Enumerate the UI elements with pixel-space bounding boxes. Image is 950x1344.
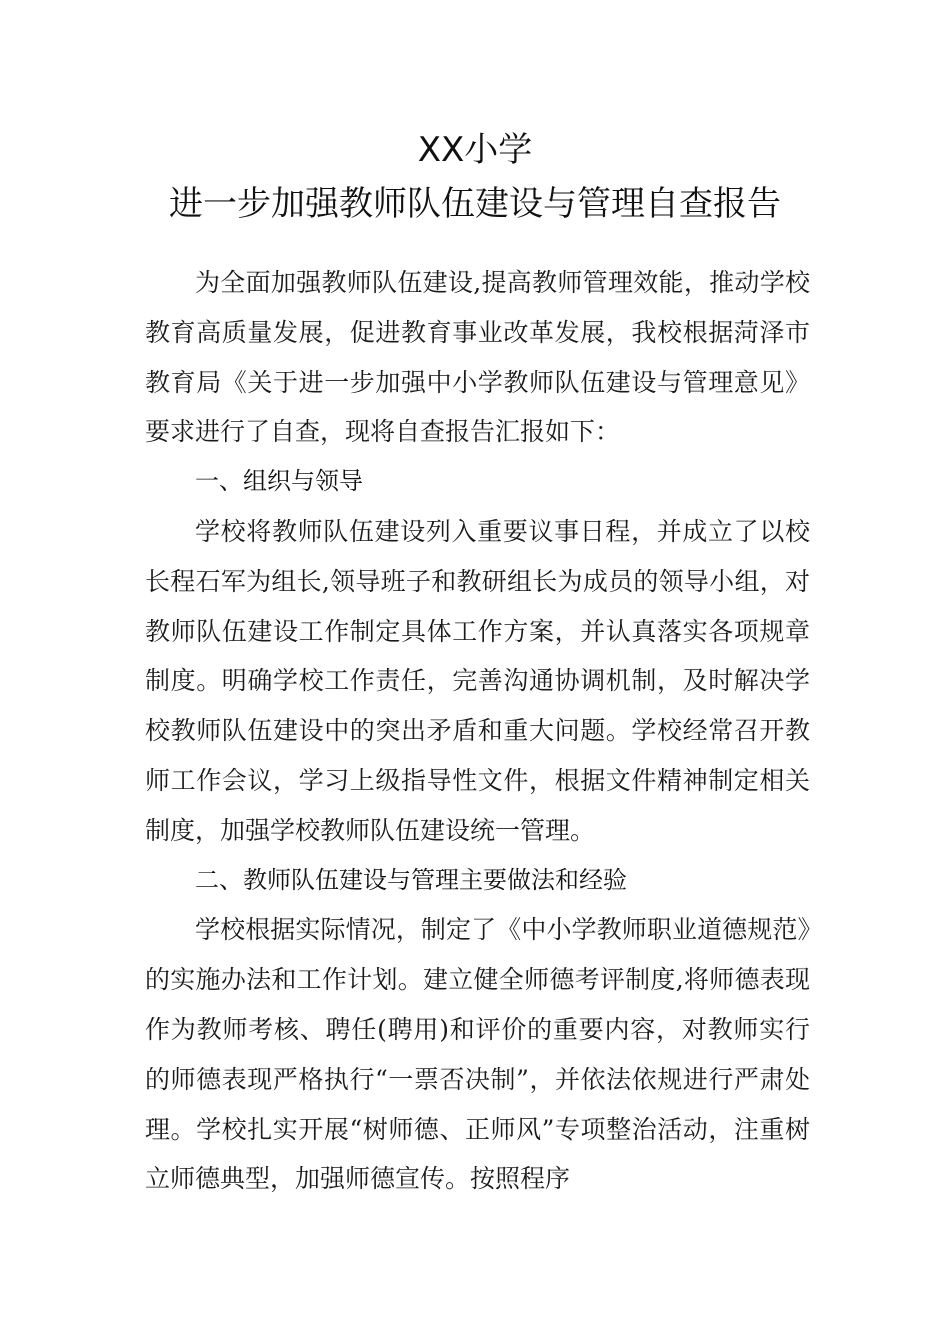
section-heading-1: 一、组织与领导 bbox=[195, 467, 363, 496]
body-paragraph-section-1: 学校将教师队伍建设列入重要议事日程，并成立了以校长程石军为组长,领导班子和教研组长为成员的领导小组，对教师队伍建设工作制定具体工作方案，并认真落实各项规章制度。明确学校工作责任，完善沟通协调机制，及时解决学校教师队伍建设中的突出矛盾和重大问题。学校经常召开教师工作会议，学习上级指导性文件，根据文件精神制定相关制度，加强学校教师队伍建设统一管理。 bbox=[145, 516, 810, 845]
document-title-main: 进一步加强教师队伍建设与管理自查报告 bbox=[169, 184, 781, 224]
document-body bbox=[145, 258, 810, 1204]
body-paragraph-intro: 为全面加强教师队伍建设,提高教师管理效能，推动学校教育高质量发展，促进教育事业改革发展，我校根据菏泽市教育局《关于进一步加强中小学教师队伍建设与管理意见》要求进行了自查，现将自查报告汇报如下： bbox=[145, 268, 810, 447]
body-paragraph-section-2: 学校根据实际情况，制定了《中小学教师职业道德规范》的实施办法和工作计划。建立健全师德考评制度,将师德表现作为教师考核、聘任(聘用)和评价的重要内容，对教师实行的师德表现严格执行“一票否决制”，并依法依规进行严肃处理。学校扎实开展“树师德、正师风”专项整治活动，注重树立师德典型，加强师德宣传。按照程序 bbox=[145, 915, 810, 1194]
section-heading-2: 二、教师队伍建设与管理主要做法和经验 bbox=[195, 865, 627, 894]
document-title-school: XX小学 bbox=[417, 130, 533, 170]
